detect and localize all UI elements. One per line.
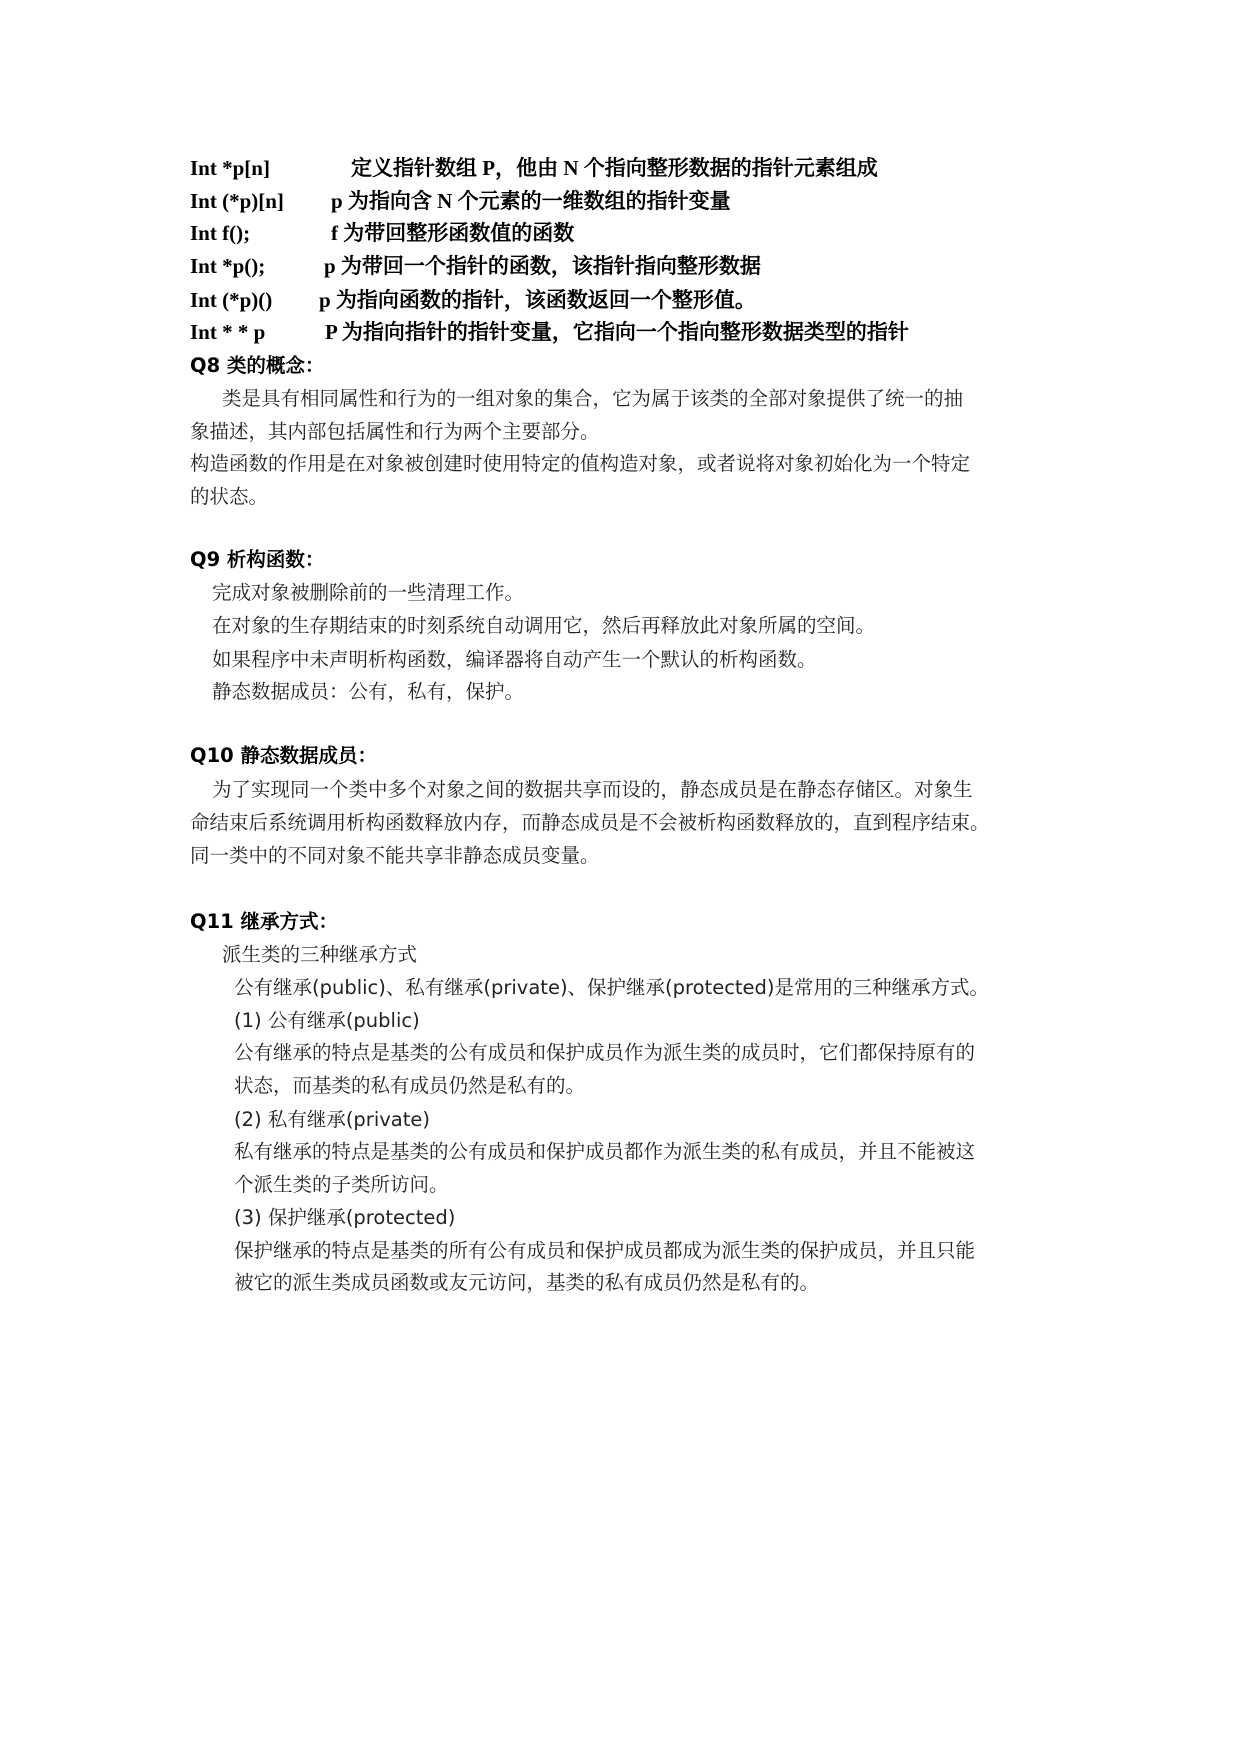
- q11-line: (2) 私有继承(private): [234, 1108, 430, 1131]
- q11-line: 保护继承的特点是基类的所有公有成员和保护成员都成为派生类的保护成员，并且只能: [234, 1239, 976, 1262]
- declaration-row: [190, 250, 1190, 283]
- declaration-code: Int (*p)(): [190, 288, 273, 312]
- q10-heading: Q10 静态数据成员：: [190, 744, 378, 767]
- declaration-desc: f 为带回整形函数值的函数: [331, 221, 575, 245]
- declaration-code: Int *p();: [190, 254, 266, 278]
- q9-line: 完成对象被删除前的一些清理工作。: [212, 581, 525, 604]
- q11-subtitle: 派生类的三种继承方式: [222, 943, 418, 966]
- declaration-code: Int f();: [190, 221, 251, 245]
- q9-heading: Q9 析构函数：: [190, 548, 325, 571]
- q9-line: 如果程序中未声明析构函数，编译器将自动产生一个默认的析构函数。: [212, 648, 817, 671]
- q8-heading: Q8 类的概念：: [190, 354, 325, 377]
- q10-line: 同一类中的不同对象不能共享非静态成员变量。: [190, 844, 600, 867]
- declaration-row: [190, 185, 1190, 218]
- declaration-code: Int (*p)[n]: [190, 189, 284, 213]
- declaration-row: [190, 152, 1190, 185]
- declaration-row: [190, 316, 1190, 349]
- q8-line: 的状态。: [190, 485, 269, 508]
- q11-heading: Q11 继承方式：: [190, 910, 339, 933]
- declaration-row: [190, 284, 1190, 317]
- declaration-desc: 定义指针数组 P，他由 N 个指向整形数据的指针元素组成: [351, 156, 878, 180]
- q10-line: 为了实现同一个类中多个对象之间的数据共享而设的，静态成员是在静态存储区。对象生: [212, 778, 973, 801]
- q8-line: 构造函数的作用是在对象被创建时使用特定的值构造对象，或者说将对象初始化为一个特定: [190, 452, 971, 475]
- declaration-code: Int *p[n]: [190, 156, 270, 180]
- declaration-row: [190, 217, 1190, 250]
- q8-line: 象描述，其内部包括属性和行为两个主要部分。: [190, 420, 600, 443]
- q8-line: 类是具有相同属性和行为的一组对象的集合，它为属于该类的全部对象提供了统一的抽: [222, 387, 964, 410]
- declaration-desc: p 为指向含 N 个元素的一维数组的指针变量: [331, 189, 731, 213]
- q10-line: 命结束后系统调用析构函数释放内存，而静态成员是不会被析构函数释放的，直到程序结束。: [190, 811, 990, 834]
- q11-line: 私有继承的特点是基类的公有成员和保护成员都作为派生类的私有成员，并且不能被这: [234, 1140, 976, 1163]
- q11-line: 状态，而基类的私有成员仍然是私有的。: [234, 1074, 586, 1097]
- q11-line: 公有继承的特点是基类的公有成员和保护成员作为派生类的成员时，它们都保持原有的: [234, 1041, 976, 1064]
- q11-line: 被它的派生类成员函数或友元访问，基类的私有成员仍然是私有的。: [234, 1271, 820, 1294]
- declaration-desc: P 为指向指针的指针变量，它指向一个指向整形数据类型的指针: [325, 320, 909, 344]
- q11-line: (3) 保护继承(protected): [234, 1206, 456, 1229]
- q11-line: 个派生类的子类所访问。: [234, 1173, 449, 1196]
- q9-line: 在对象的生存期结束的时刻系统自动调用它，然后再释放此对象所属的空间。: [212, 614, 876, 637]
- declaration-code: Int * * p: [190, 320, 266, 344]
- q9-line: 静态数据成员：公有，私有，保护。: [212, 680, 525, 703]
- q11-line: 公有继承(public)、私有继承(private)、保护继承(protected)是常用的三种继承方式。: [234, 976, 990, 999]
- declaration-desc: p 为带回一个指针的函数，该指针指向整形数据: [324, 254, 761, 278]
- q11-line: (1) 公有继承(public): [234, 1009, 420, 1032]
- declaration-desc: p 为指向函数的指针，该函数返回一个整形值。: [319, 288, 756, 312]
